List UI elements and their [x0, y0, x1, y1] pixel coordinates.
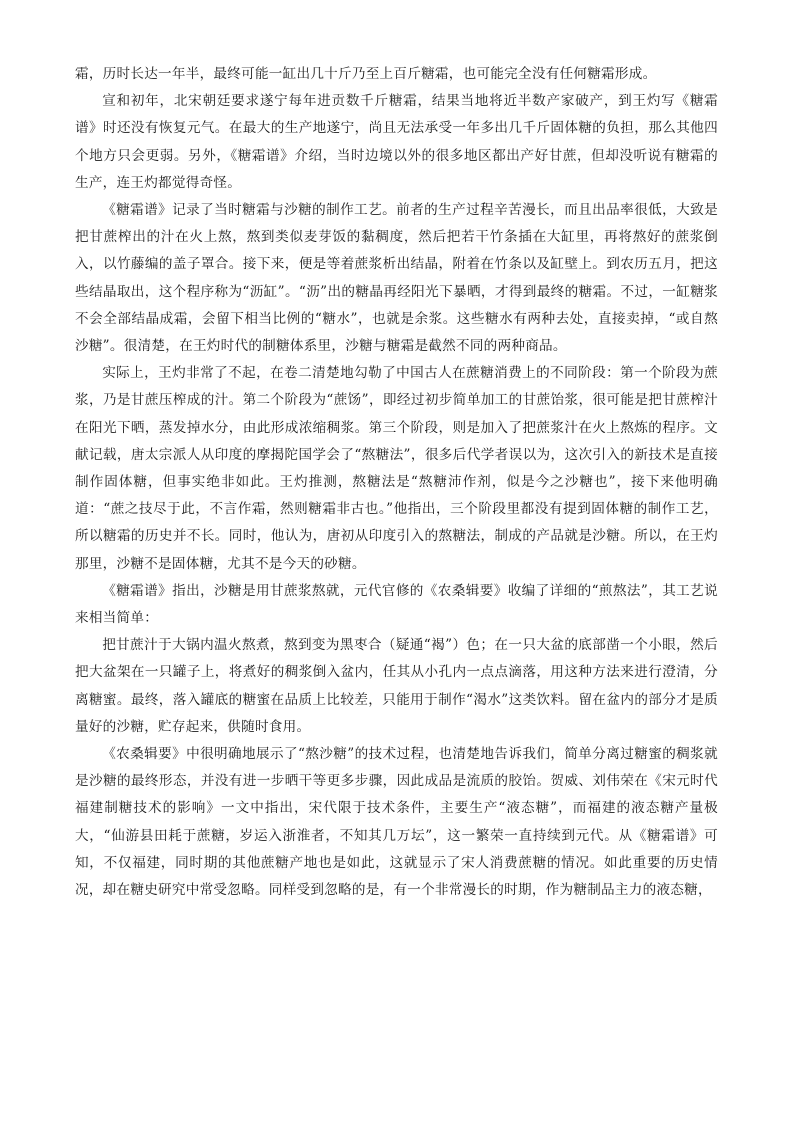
- paragraph-7: 《农桑辑要》中很明确地展示了“熬沙糖”的技术过程，也清楚地告诉我们，简单分离过糖蜜的稠浆就是沙糖的最终形态，并没有进一步晒干等更多步骤，因此成品是流质的胶饴。贺威、刘伟荣在《宋元时代福建制糖技术的影响》一文中指出，宋代限于技术条件，主要生产“液态糖”，而福建的液态糖产量极大，“仙游县田耗于蔗糖，岁运入浙淮者，不知其几万坛”，这一繁荣一直持续到元代。从《糖霜谱》可知，不仅福建，同时期的其他蔗糖产地也是如此，这就显示了宋人消费蔗糖的情况。如此重要的历史情况，却在糖史研究中常受忽略。同样受到忽略的是，有一个非常漫长的时期，作为糖制品主力的液态糖，: [75, 746, 718, 899]
- paragraph-2: 宣和初年，北宋朝廷要求遂宁每年进贡数千斤糖霜，结果当地将近半数产家破产，到王灼写《糖霜谱》时还没有恢复元气。在最大的生产地遂宁，尚且无法承受一年多出几千斤固体糖的负担，那么其他四个地方只会更弱。另外，《糖霜谱》介绍，当时边境以外的很多地区都出产好甘蔗，但却没听说有糖霜的生产，连王灼都觉得奇怪。: [75, 93, 718, 191]
- paragraph-4: 实际上，王灼非常了不起，在卷二清楚地勾勒了中国古人在蔗糖消费上的不同阶段：第一个阶段为蔗浆，乃是甘蔗压榨成的汁。第二个阶段为“蔗饧”，即经过初步简单加工的甘蔗饴浆，很可能是把甘蔗榨汁在阳光下晒，蒸发掉水分，由此形成浓缩稠浆。第三个阶段，则是加入了把蔗浆汁在火上熬炼的程序。文献记载，唐太宗派人从印度的摩揭陀国学会了“熬糖法”，很多后代学者误以为，这次引入的新技术是直接制作固体糖，但事实绝非如此。王灼推测，熬糖法是“熬糖沛作剂，似是今之沙糖也”，接下来他明确道：“蔗之技尽于此，不言作霜，然则糖霜非古也。”他指出，三个阶段里都没有提到固体糖的制作工艺，所以糖霜的历史并不长。同时，他认为，唐初从印度引入的熬糖法，制成的产品就是沙糖。所以，在王灼那里，沙糖不是固体糖，尤其不是今天的砂糖。: [75, 365, 718, 572]
- block-quote-paragraph: 把甘蔗汁于大锅内温火熬煮，熬到变为黑枣合（疑通“褐”）色；在一只大盆的底部凿一个小眼，然后把大盆架在一只罐子上，将煮好的稠浆倒入盆内，任其从小孔内一点点滴落，用这种方法来进行澄清，分离糖蜜。最终，落入罐底的糖蜜在品质上比较差，只能用于制作“渴水”这类饮料。留在盆内的部分才是质量好的沙糖，贮存起来，供随时食用。: [75, 637, 718, 735]
- paragraph-3: 《糖霜谱》记录了当时糖霜与沙糖的制作工艺。前者的生产过程辛苦漫长，而且出品率很低，大致是把甘蔗榨出的汁在火上熬，熬到类似麦芽饭的黏稠度，然后把若干竹条插在大缸里，再将熬好的蔗浆倒入，以竹藤编的盖子罩合。接下来，便是等着蔗浆析出结晶，附着在竹条以及缸壁上。到农历五月，把这些结晶取出，这个程序称为“沥缸”。“沥”出的糖晶再经阳光下暴晒，才得到最终的糖霜。不过，一缸糖浆不会全部结晶成霜，会留下相当比例的“糖水”，也就是余浆。这些糖水有两种去处，直接卖掉，“或自熬沙糖”。很清楚，在王灼时代的制糖体系里，沙糖与糖霜是截然不同的两种商品。: [75, 202, 718, 355]
- paragraph-1: 霜，历时长达一年半，最终可能一缸出几十斤乃至上百斤糖霜，也可能完全没有任何糖霜形成。: [75, 66, 657, 82]
- article-body: [75, 61, 718, 904]
- paragraph-5: 《糖霜谱》指出，沙糖是用甘蔗浆熬就，元代官修的《农桑辑要》收编了详细的“煎熬法”，其工艺说来相当简单：: [75, 582, 718, 627]
